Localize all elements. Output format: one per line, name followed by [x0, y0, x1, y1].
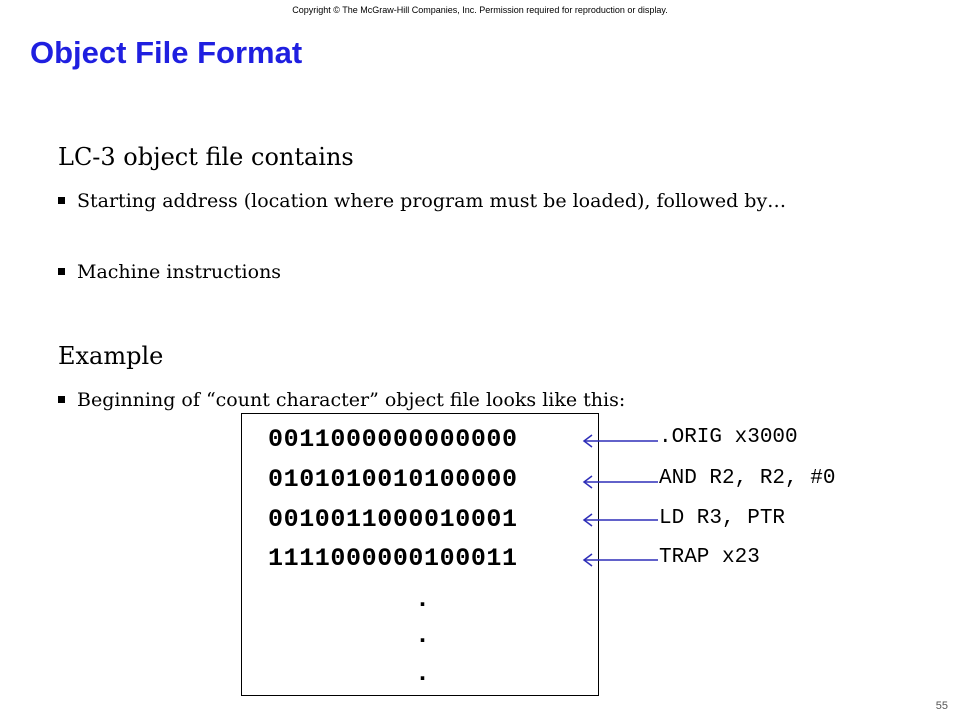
object-file-line: 1111000000100011 [268, 544, 518, 573]
square-bullet-icon [58, 396, 65, 403]
bullet-text: Starting address (location where program must be loaded), followed by… [77, 190, 787, 212]
slide-title: Object File Format [30, 35, 303, 70]
square-bullet-icon [58, 268, 65, 275]
object-file-line: 0101010010100000 [268, 465, 518, 494]
assembly-instruction: TRAP x23 [659, 546, 760, 569]
left-arrow-icon [582, 475, 662, 489]
continuation-dot: . [415, 659, 431, 688]
bullet-text: Beginning of “count character” object file looks like this: [77, 389, 626, 411]
continuation-dot: . [415, 621, 431, 650]
left-arrow-icon [582, 434, 662, 448]
bullet-example-description [58, 386, 818, 414]
left-arrow-icon [582, 553, 662, 567]
continuation-dot: . [415, 585, 431, 614]
object-file-line: 0011000000000000 [268, 425, 518, 454]
assembly-instruction: .ORIG x3000 [659, 426, 798, 449]
bullet-machine-instructions [58, 258, 818, 286]
section-heading-contents: LC-3 object file contains [58, 143, 354, 171]
bullet-starting-address [58, 187, 818, 215]
assembly-instruction: LD R3, PTR [659, 507, 786, 530]
object-file-line: 0010011000010001 [268, 505, 518, 534]
left-arrow-icon [582, 513, 662, 527]
square-bullet-icon [58, 197, 65, 204]
page-number: 55 [935, 700, 948, 712]
bullet-text: Machine instructions [77, 261, 282, 283]
copyright-notice: Copyright © The McGraw-Hill Companies, Inc. Permission required for reproduction or display. [292, 5, 668, 15]
section-heading-example: Example [58, 342, 164, 370]
assembly-instruction: AND R2, R2, #0 [659, 467, 836, 490]
